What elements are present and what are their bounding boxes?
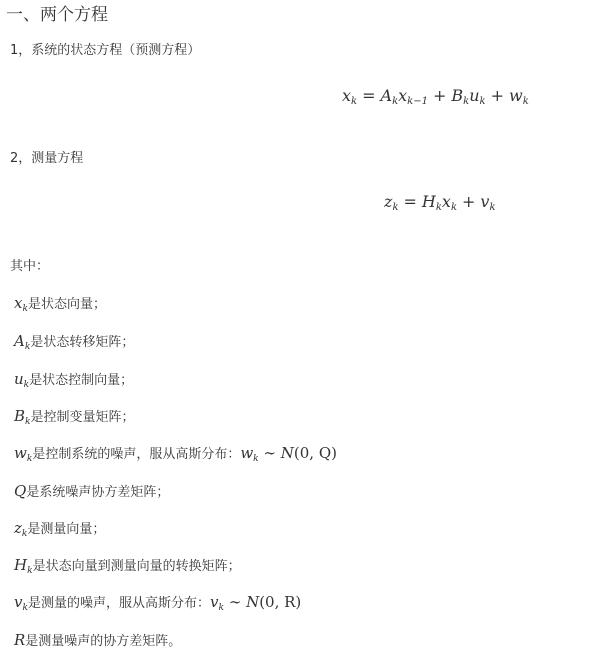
definition-item: $H_k$是状态向量到测量向量的转换矩阵； [14, 556, 241, 576]
state-equation-title: 1，系统的状态方程（预测方程） [10, 43, 201, 58]
measurement-equation-title: 2，测量方程 [10, 151, 84, 166]
definition-item: $w_k$是控制系统的噪声，服从高斯分布：$w_k$ ∼ N(0, Q) [14, 444, 337, 464]
measurement-equation: $z_k = H_kx_k + v_k$ [384, 192, 496, 213]
definition-item: $v_k$是测量的噪声，服从高斯分布：$v_k$ ∼ N(0, R) [14, 593, 302, 613]
definition-item: $x_k$是状态向量； [14, 294, 106, 314]
definition-item: R是测量噪声的协方差矩阵。 [14, 631, 182, 649]
definition-item: Q是系统噪声协方差矩阵； [14, 482, 170, 500]
definition-item: $z_k$是测量向量； [14, 519, 106, 539]
section-heading: 一、两个方程 [6, 5, 108, 25]
definition-item: $B_k$是控制变量矩阵； [14, 407, 135, 427]
state-equation: $x_k = A_kx_{k-1} + B_ku_k + w_k$ [342, 86, 529, 107]
where-label: 其中： [10, 259, 50, 274]
definition-item: $u_k$是状态控制向量； [14, 370, 134, 390]
definition-item: $A_k$是状态转移矩阵； [14, 332, 135, 352]
